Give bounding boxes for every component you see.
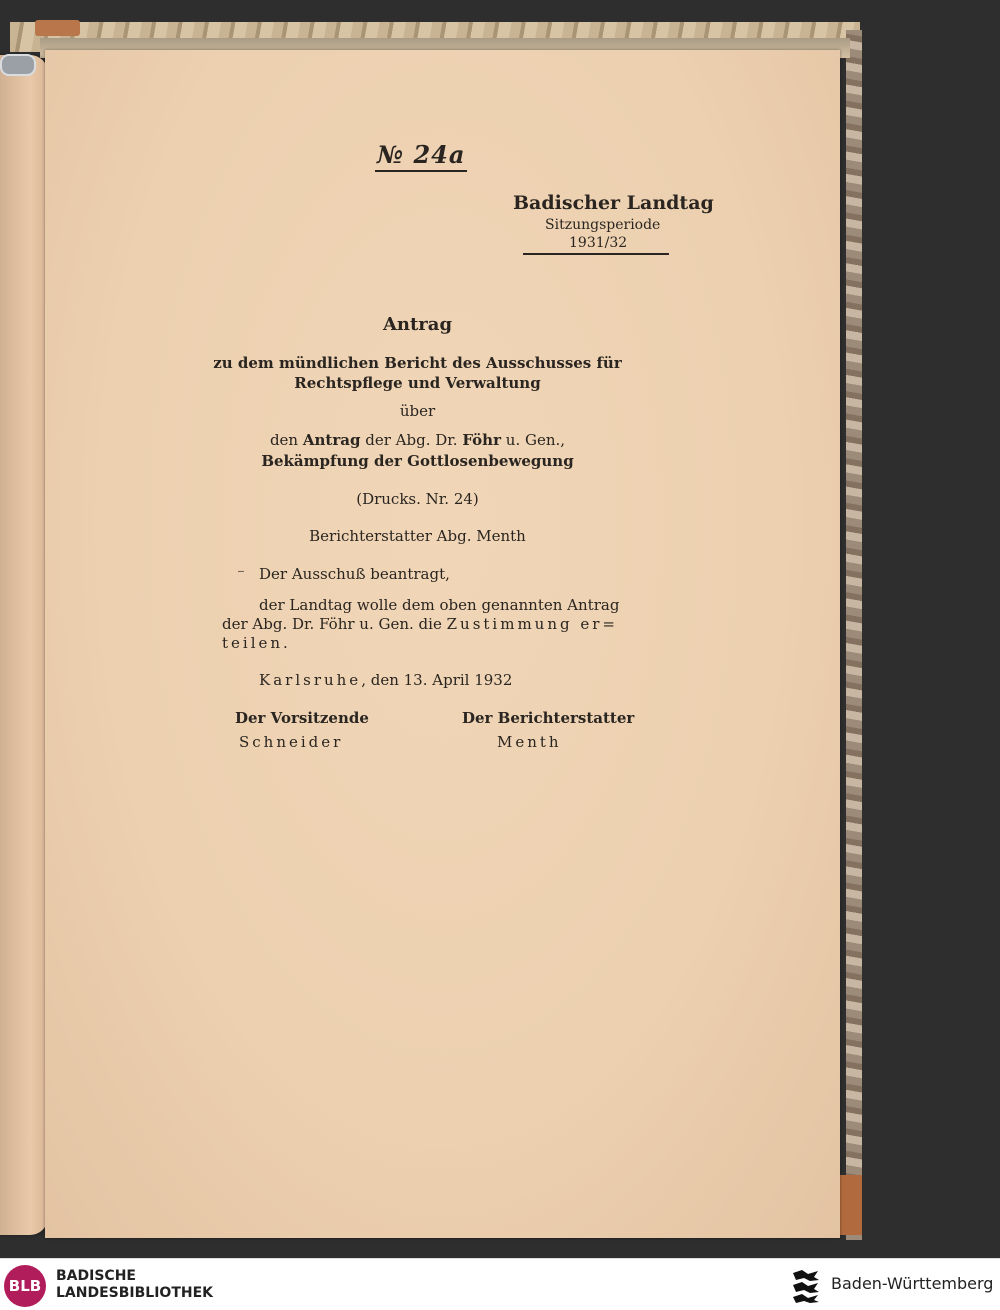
motion-topic: Bekämpfung der Gottlosenbewegung xyxy=(261,452,574,470)
library-name-line: BADISCHE xyxy=(56,1268,136,1284)
body-line-spaced: Zustimmung er= xyxy=(446,615,618,633)
drucksache-reference: (Drucks. Nr. 24) xyxy=(356,490,479,508)
motion-mid: der Abg. Dr. xyxy=(365,431,458,449)
blb-logo[interactable]: BLB xyxy=(4,1265,46,1307)
paper-clip-icon xyxy=(0,54,36,76)
motion-suffix: u. Gen., xyxy=(505,431,566,449)
book-cover-right xyxy=(846,30,862,1240)
body-line-part: der Abg. Dr. Föhr u. Gen. die xyxy=(222,615,442,633)
motion-word: Antrag xyxy=(302,431,361,449)
place-date-line xyxy=(259,671,512,689)
subject-line: zu dem mündlichen Bericht des Ausschusses für xyxy=(213,354,622,372)
body-line: der Landtag wolle dem oben genannten Antrag xyxy=(259,596,620,614)
state-name[interactable]: Baden-Württemberg xyxy=(831,1274,994,1293)
session-period-label: Sitzungsperiode xyxy=(545,217,661,233)
header-rule xyxy=(523,253,669,255)
rapporteur-name: Menth xyxy=(497,733,562,751)
body-line xyxy=(222,615,618,633)
place: Karlsruhe xyxy=(259,671,362,689)
body-line: teilen. xyxy=(222,634,291,652)
landtag-title: Badischer Landtag xyxy=(513,192,714,214)
rapporteur-title: Der Berichterstatter xyxy=(462,709,635,727)
footer-bar xyxy=(0,1258,1000,1310)
document-number: № 24a xyxy=(375,140,467,172)
coat-of-arms-icon xyxy=(790,1267,822,1303)
document-heading: Antrag xyxy=(382,314,453,335)
subject-line: Rechtspflege und Verwaltung xyxy=(294,374,541,392)
book-cover-corner xyxy=(35,20,80,36)
motion-line xyxy=(45,431,790,449)
date: , den 13. April 1932 xyxy=(361,671,513,689)
motion-name: Föhr xyxy=(462,431,501,449)
document-page xyxy=(45,50,840,1238)
library-name-line: LANDESBIBLIOTHEK xyxy=(56,1285,214,1301)
book-cover-corner-bottom xyxy=(838,1175,862,1235)
chair-title: Der Vorsitzende xyxy=(235,709,369,727)
library-name xyxy=(56,1268,213,1302)
ueber-text: über xyxy=(399,402,436,420)
left-page-edge xyxy=(0,55,48,1235)
motion-prefix: den xyxy=(269,431,299,449)
chair-name: Schneider xyxy=(239,733,344,751)
body-line: Der Ausschuß beantragt, xyxy=(259,565,450,583)
pen-mark: ⁻ xyxy=(237,565,245,583)
session-period: 1931/32 xyxy=(569,235,628,251)
rapporteur-line: Berichterstatter Abg. Menth xyxy=(309,527,526,545)
